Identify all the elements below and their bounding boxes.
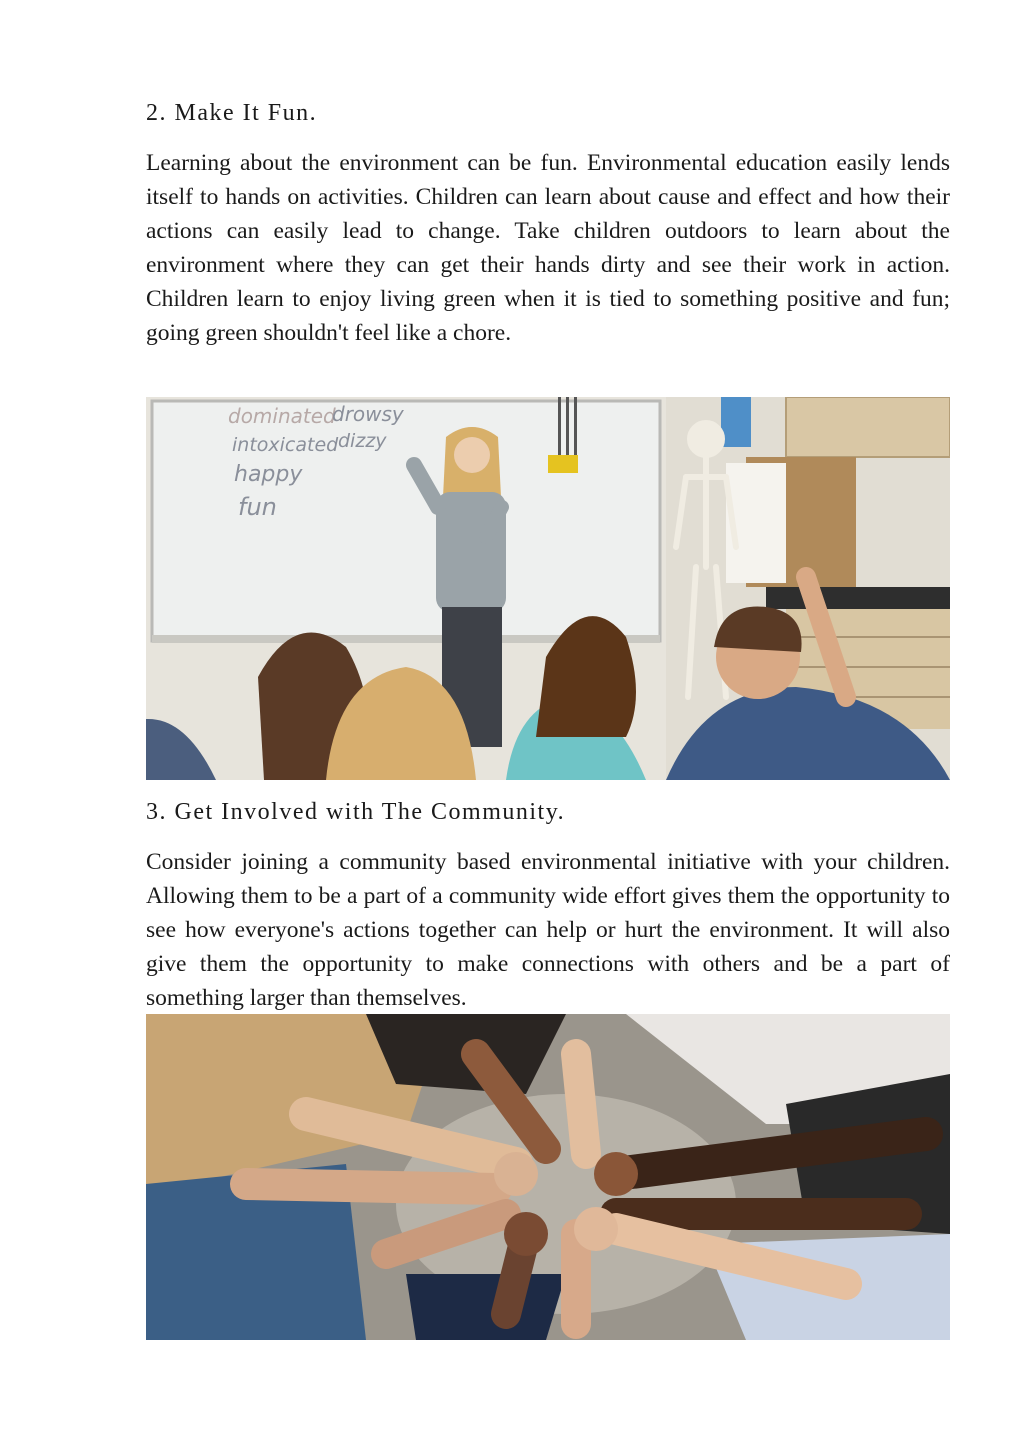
whiteboard-word: fun [238,493,277,521]
whiteboard-word: dizzy [338,430,387,452]
whiteboard-word: intoxicated [232,434,339,456]
section-heading-make-it-fun: 2. Make It Fun. [146,100,318,126]
whiteboard-word: drowsy [332,402,404,426]
section-body-make-it-fun: Learning about the environment can be fun. Environmental education easily lends itself to hands on activities. Children can learn about cause and effect and how their actions can easily lead to change. Take children outdoors to learn about the environment where they can get their hands dirty and see their work in action. Children learn to enjoy living green when it is tied to something positive and fun; going green shouldn't feel like a chore. [146,150,950,346]
classroom-photo [146,397,950,780]
section-heading-community: 3. Get Involved with The Community. [146,799,566,825]
whiteboard-word: happy [234,462,303,487]
hands-circle-photo [146,1014,950,1340]
whiteboard-word: dominated [228,404,336,428]
section-body-community: Consider joining a community based environmental initiative with your children. Allowing them to be a part of a community wide effort gives them the opportunity to see how everyone's actions together can help or hurt the environment. It will also give them the opportunity to make connections with others and be a part of something larger than themselves. [146,849,950,1011]
